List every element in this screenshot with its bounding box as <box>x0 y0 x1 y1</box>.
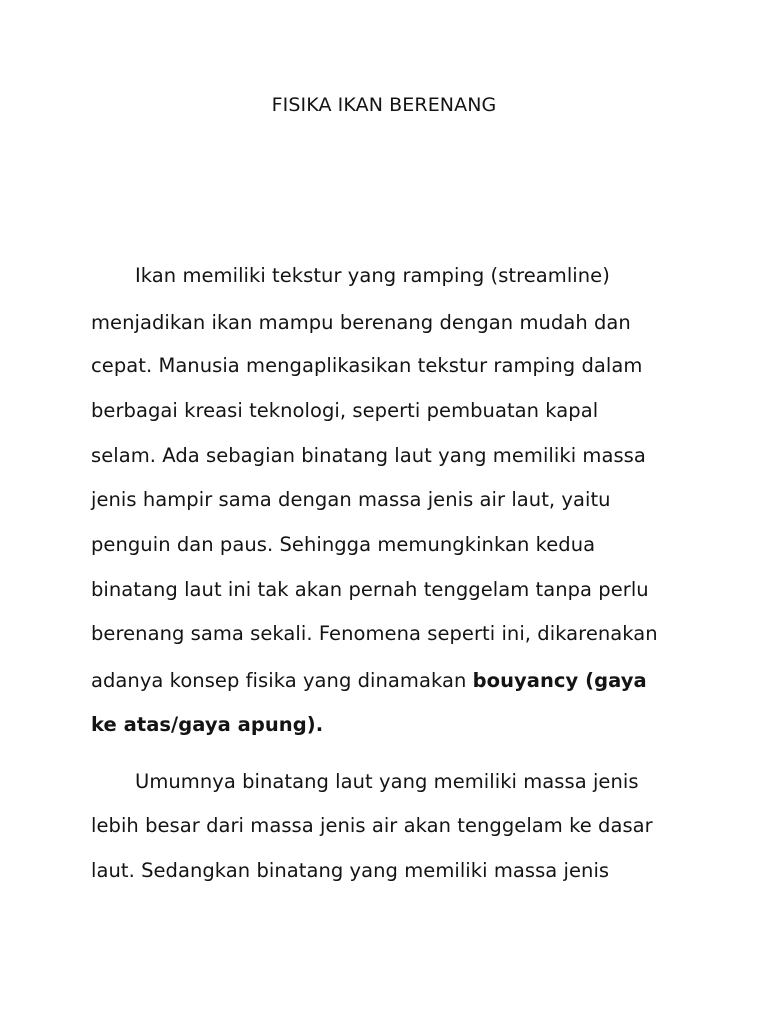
paragraph-1-line-2: menjadikan ikan mampu berenang dengan mudah dan <box>91 311 631 334</box>
paragraph-1-line-8: binatang laut ini tak akan pernah tenggelam tanpa perlu <box>91 578 649 601</box>
paragraph-1-line-4: berbagai kreasi teknologi, seperti pembuatan kapal <box>91 399 599 422</box>
paragraph-2-line-3: laut. Sedangkan binatang yang memiliki massa jenis <box>91 859 610 882</box>
paragraph-1-line-11 <box>91 711 323 739</box>
paragraph-1-line-3: cepat. Manusia mengaplikasikan tekstur ramping dalam <box>91 354 643 377</box>
bouyancy-term-continued: ke atas/gaya apung). <box>91 713 324 736</box>
paragraph-1-line-9: berenang sama sekali. Fenomena seperti ini, dikarenakan <box>91 622 658 645</box>
document-title: FISIKA IKAN BERENANG <box>271 94 497 116</box>
paragraph-1-line-7: penguin dan paus. Sehingga memungkinkan kedua <box>91 533 596 556</box>
paragraph-2-line-1: Umumnya binatang laut yang memiliki massa jenis <box>135 770 639 793</box>
paragraph-2-line-2: lebih besar dari massa jenis air akan tenggelam ke dasar <box>91 814 653 837</box>
paragraph-1-line-10 <box>91 667 647 695</box>
paragraph-1-line-5: selam. Ada sebagian binatang laut yang memiliki massa <box>91 444 646 467</box>
paragraph-1-line-1: Ikan memiliki tekstur yang ramping (streamline) <box>135 264 610 287</box>
paragraph-1-line-10-text: adanya konsep fisika yang dinamakan <box>91 669 473 692</box>
bouyancy-term: bouyancy (gaya <box>472 669 647 692</box>
paragraph-1-line-6: jenis hampir sama dengan massa jenis air laut, yaitu <box>91 488 611 511</box>
